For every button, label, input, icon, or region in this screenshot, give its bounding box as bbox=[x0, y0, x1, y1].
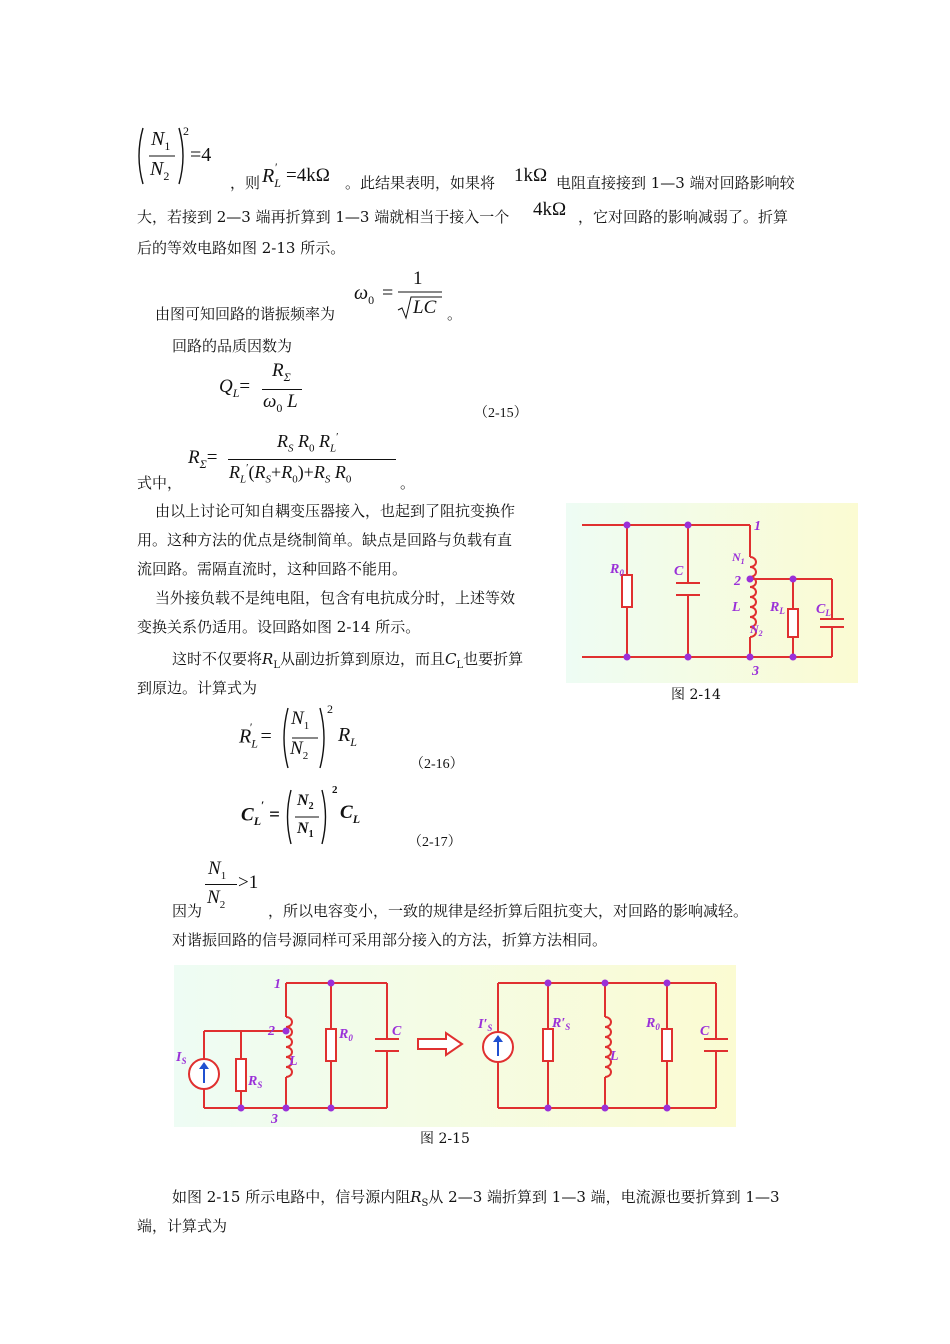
rl-prime-value: =4kΩ bbox=[286, 165, 330, 186]
fig-2-15-caption: 图 2-15 bbox=[420, 1131, 470, 1147]
text-where: 式中， bbox=[137, 474, 183, 492]
text-because-rest: ，所以电容变小，一致的规律是经折算后阻抗变大，对回路的影响减轻。 bbox=[268, 902, 749, 920]
eq-2-17-bottom: $N_1$ bbox=[297, 820, 314, 841]
rsigma-denominator: $R_L'(R_S+R_0)+R_S$ $R_0$ bbox=[229, 462, 352, 486]
omega-sqrt-lc: LC bbox=[413, 297, 437, 318]
text-result-a: 。此结果表明，如果将 bbox=[345, 174, 496, 192]
rl-prime-expr: $R_L$ bbox=[262, 165, 281, 190]
f15-r02-label: $R_0$ bbox=[646, 1016, 660, 1032]
figure-2-14 bbox=[566, 503, 858, 683]
ratio-top: $N_1$ bbox=[151, 128, 171, 153]
because-gt: >1 bbox=[238, 872, 259, 893]
cl-prime-symbol: $C_L'$ = bbox=[241, 798, 280, 829]
text-p5-l3: 流回路。需隔直流时，这种回路不能用。 bbox=[137, 560, 408, 578]
because-bottom: $N_2$ bbox=[207, 887, 226, 911]
f15-node-2: 2 bbox=[268, 1024, 275, 1039]
r0-label: $R_0$ bbox=[610, 562, 624, 578]
eq-2-17-top: $N_2$ bbox=[297, 792, 314, 813]
f15-c-label: C bbox=[392, 1024, 402, 1039]
eq-2-16-exp: 2 bbox=[327, 702, 333, 716]
ratio-rhs: =4 bbox=[190, 144, 212, 166]
value-4kohm: 4kΩ bbox=[533, 199, 567, 220]
f15-is-label: $I_S$ bbox=[176, 1050, 187, 1066]
text-line2-a: 大，若接到 2—3 端再折算到 1—3 端就相当于接入一个 bbox=[137, 208, 510, 226]
eq-2-17-label: （2-17） bbox=[408, 835, 462, 850]
exponent-2: 2 bbox=[183, 124, 189, 138]
text-q-factor: 回路的品质因数为 bbox=[172, 337, 293, 355]
text-p6-l2: 对谐振回路的信号源同样可采用部分接入的方法，折算方法相同。 bbox=[172, 931, 608, 949]
rl-label: $R_L$ bbox=[770, 600, 785, 616]
text-p5-l4: 当外接负载不是纯电阻，包含有电抗成分时，上述等效 bbox=[155, 589, 516, 607]
f15-node-3: 3 bbox=[271, 1112, 278, 1127]
f15-l2-label: L bbox=[610, 1049, 619, 1064]
text-line3: 后的等效电路如图 2-13 所示。 bbox=[137, 239, 346, 257]
prime-mark: ′ bbox=[275, 160, 278, 174]
rsigma-symbol: $R_\Sigma=$ bbox=[188, 447, 218, 471]
f15-l-label: L bbox=[289, 1054, 298, 1069]
text-because: 因为 bbox=[172, 902, 203, 920]
circuit-2-14 bbox=[566, 503, 858, 683]
ratio-bottom: $N_2$ bbox=[150, 158, 170, 183]
f15-c2-label: C bbox=[700, 1024, 710, 1039]
eq-2-17-cl: $C_L$ bbox=[340, 802, 361, 826]
rl-prime-symbol: $R_L'$ = bbox=[239, 720, 272, 751]
equals-sign: = bbox=[382, 282, 394, 304]
f15-rsp-label: $R'_S$ bbox=[552, 1016, 571, 1032]
ql-symbol: $Q_L=$ bbox=[219, 376, 251, 400]
l-label: L bbox=[732, 600, 741, 615]
eq-2-16-label: （2-16） bbox=[410, 757, 464, 772]
f15-rs-label: $R_S$ bbox=[248, 1074, 263, 1090]
node-2-label: 2 bbox=[734, 574, 741, 589]
text-p5-l5: 变换关系仍适用。设回路如图 2-14 所示。 bbox=[137, 618, 421, 636]
because-top: $N_1$ bbox=[208, 858, 227, 882]
cl-label: $C_L$ bbox=[816, 602, 831, 618]
f15-node-1: 1 bbox=[274, 977, 281, 992]
f15-isp-label: $I'_S$ bbox=[478, 1017, 493, 1033]
text-resonance: 由图可知回路的谐振频率为 bbox=[155, 305, 336, 323]
omega-0: $\omega_0$ bbox=[354, 282, 375, 307]
fig-2-14-caption: 图 2-14 bbox=[671, 687, 721, 703]
text-result-b: 电阻直接接到 1—3 端对回路影响较 bbox=[556, 174, 795, 192]
period-2: 。 bbox=[400, 474, 416, 492]
c-label: C bbox=[674, 564, 684, 579]
eq-2-17-exp: 2 bbox=[332, 784, 338, 796]
figure-2-15 bbox=[174, 965, 736, 1127]
eq-2-15-label: （2-15） bbox=[474, 406, 528, 421]
n1-label: $N_1$ bbox=[732, 550, 745, 566]
ql-denominator: $\omega_0$ L bbox=[263, 391, 298, 415]
text-p7-l2: 端，计算式为 bbox=[137, 1217, 228, 1235]
omega-numerator: 1 bbox=[413, 268, 423, 289]
node-3-label: 3 bbox=[752, 664, 759, 679]
text-p5-l1: 由以上讨论可知自耦变压器接入，也起到了阻抗变换作 bbox=[155, 502, 516, 520]
eq-2-16-top: $N_1$ bbox=[291, 708, 310, 732]
eq-2-16-bottom: $N_2$ bbox=[290, 738, 309, 762]
rsigma-numerator: $R_S$ $R_0$ $R_L'$ bbox=[277, 431, 339, 455]
circuit-2-15 bbox=[174, 965, 736, 1127]
text-p7-l1: 如图 2-15 所示电路中，信号源内阻$R_S$从 2—3 端折算到 1—3 端，电流源也要折算到 1—3 bbox=[172, 1188, 780, 1209]
eq-2-16-rl: $R_L$ bbox=[338, 724, 357, 749]
f15-r0-label: $R_0$ bbox=[339, 1027, 353, 1043]
text-p5-l2: 用。这种方法的优点是绕制简单。缺点是回路与负载有直 bbox=[137, 531, 513, 549]
text-p5-l7: 到原边。计算式为 bbox=[137, 679, 258, 697]
value-1kohm: 1kΩ bbox=[514, 165, 548, 186]
text-then: ，则 bbox=[230, 174, 261, 192]
text-p5-l6: 这时不仅要将$R_L$从副边折算到原边，而且$C_L$也要折算 bbox=[172, 650, 524, 671]
ql-numerator: $R_\Sigma$ bbox=[272, 360, 291, 384]
text-line2-b: ，它对回路的影响减弱了。折算 bbox=[578, 208, 789, 226]
period: 。 bbox=[447, 305, 463, 323]
node-1-label: 1 bbox=[754, 519, 761, 534]
n2-label: $N_2$ bbox=[750, 622, 763, 638]
